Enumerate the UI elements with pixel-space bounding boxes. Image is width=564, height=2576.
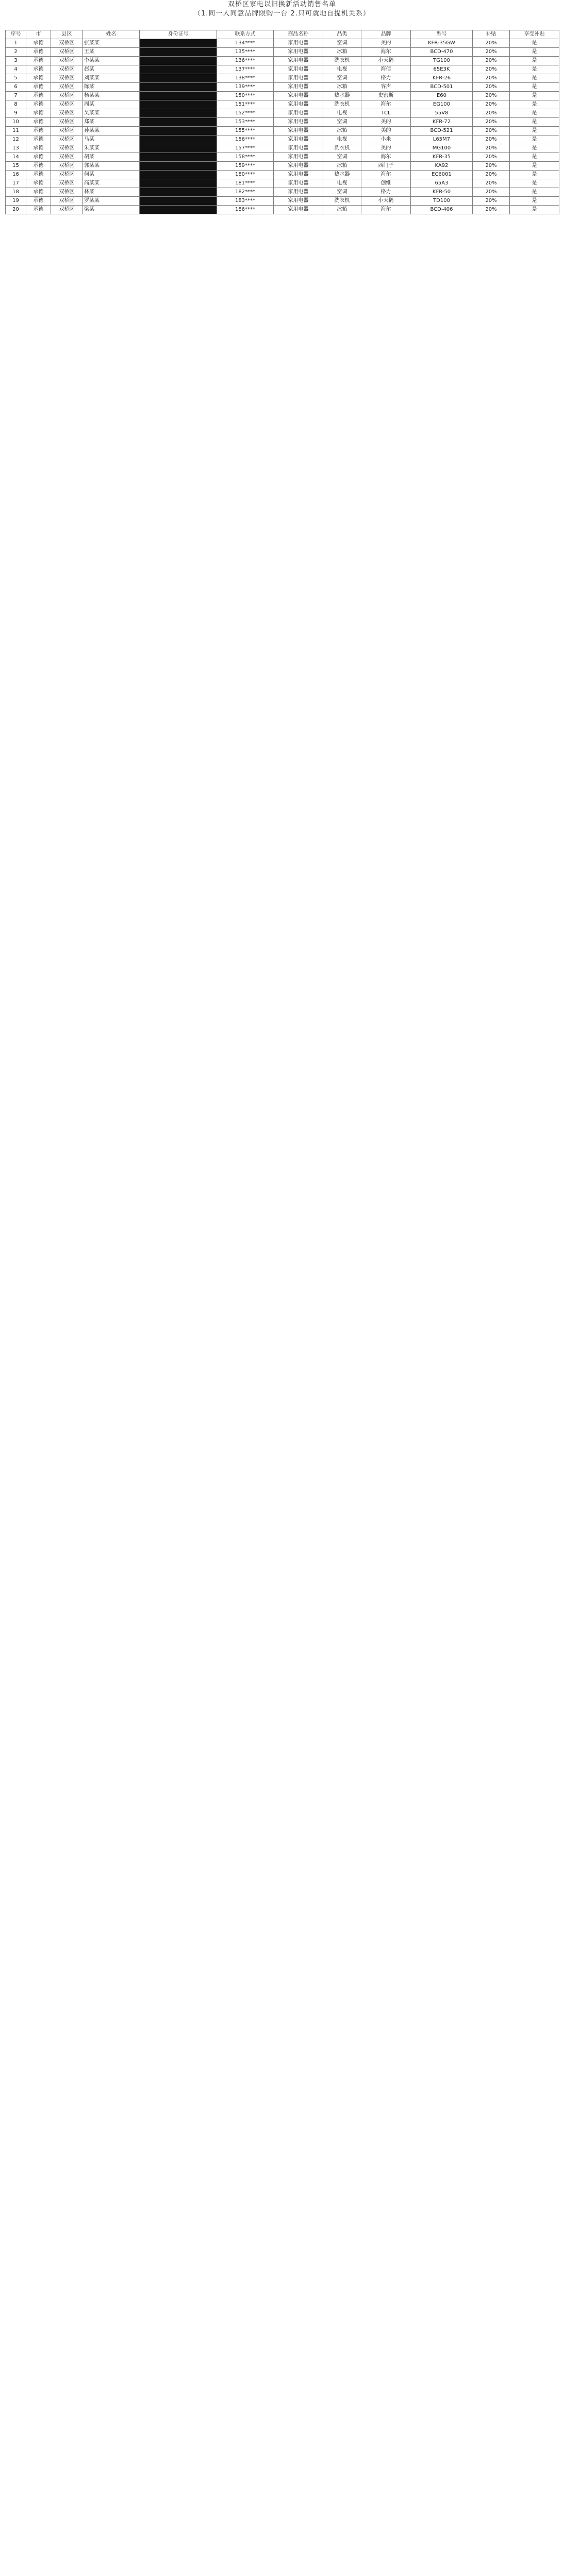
cell-name[interactable]: 李某某 <box>83 57 140 65</box>
cell-model[interactable]: EC6001 <box>411 171 473 179</box>
cell-subsidy[interactable]: 20% <box>473 65 510 74</box>
cell-model[interactable]: L65M7 <box>411 135 473 144</box>
cell-brand[interactable]: 西门子 <box>361 162 411 171</box>
cell-category[interactable]: 洗衣机 <box>323 197 361 206</box>
cell-subsidy[interactable]: 20% <box>473 162 510 171</box>
cell-subsidy[interactable]: 20% <box>473 83 510 92</box>
cell-product[interactable]: 家用电器 <box>274 197 323 206</box>
cell-category[interactable]: 洗衣机 <box>323 100 361 109</box>
table-row[interactable] <box>6 92 559 100</box>
cell-county[interactable]: 双桥区 <box>51 100 83 109</box>
cell-county[interactable]: 双桥区 <box>51 127 83 135</box>
table-row[interactable] <box>6 74 559 83</box>
cell-product[interactable]: 家用电器 <box>274 48 323 57</box>
cell-brand[interactable]: 海尔 <box>361 206 411 214</box>
cell-name[interactable]: 刘某某 <box>83 74 140 83</box>
cell-name[interactable]: 陈某 <box>83 83 140 92</box>
cell-phone[interactable]: 136**** <box>217 57 274 65</box>
redacted-id-cell[interactable] <box>140 135 217 144</box>
cell-product[interactable]: 家用电器 <box>274 100 323 109</box>
cell-city[interactable]: 承德 <box>26 65 51 74</box>
cell-name[interactable]: 赵某 <box>83 65 140 74</box>
table-row[interactable] <box>6 100 559 109</box>
cell-no[interactable]: 9 <box>6 109 26 118</box>
cell-name[interactable]: 王某 <box>83 48 140 57</box>
table-row[interactable] <box>6 188 559 197</box>
cell-city[interactable]: 承德 <box>26 206 51 214</box>
cell-product[interactable]: 家用电器 <box>274 74 323 83</box>
cell-name[interactable]: 梁某 <box>83 206 140 214</box>
cell-city[interactable]: 承德 <box>26 171 51 179</box>
cell-name[interactable]: 马某 <box>83 135 140 144</box>
cell-status[interactable]: 是 <box>510 127 559 135</box>
cell-product[interactable]: 家用电器 <box>274 127 323 135</box>
cell-city[interactable]: 承德 <box>26 162 51 171</box>
cell-model[interactable]: 55V8 <box>411 109 473 118</box>
cell-city[interactable]: 承德 <box>26 197 51 206</box>
table-row[interactable] <box>6 135 559 144</box>
cell-status[interactable]: 是 <box>510 65 559 74</box>
cell-status[interactable]: 是 <box>510 109 559 118</box>
cell-status[interactable]: 是 <box>510 118 559 127</box>
cell-phone[interactable]: 182**** <box>217 188 274 197</box>
cell-brand[interactable]: 海尔 <box>361 171 411 179</box>
table-row[interactable] <box>6 206 559 214</box>
redacted-id-cell[interactable] <box>140 83 217 92</box>
cell-no[interactable]: 14 <box>6 153 26 162</box>
cell-brand[interactable]: 美的 <box>361 144 411 153</box>
cell-name[interactable]: 林某 <box>83 188 140 197</box>
cell-status[interactable]: 是 <box>510 206 559 214</box>
redacted-id-cell[interactable] <box>140 109 217 118</box>
cell-category[interactable]: 电视 <box>323 109 361 118</box>
redacted-id-cell[interactable] <box>140 188 217 197</box>
cell-model[interactable]: KFR-72 <box>411 118 473 127</box>
cell-model[interactable]: KFR-35 <box>411 153 473 162</box>
cell-no[interactable]: 7 <box>6 92 26 100</box>
cell-county[interactable]: 双桥区 <box>51 83 83 92</box>
cell-category[interactable]: 冰箱 <box>323 206 361 214</box>
cell-subsidy[interactable]: 20% <box>473 179 510 188</box>
cell-phone[interactable]: 181**** <box>217 179 274 188</box>
cell-brand[interactable]: 格力 <box>361 74 411 83</box>
cell-category[interactable]: 电视 <box>323 179 361 188</box>
cell-status[interactable]: 是 <box>510 83 559 92</box>
cell-name[interactable]: 胡某 <box>83 153 140 162</box>
cell-no[interactable]: 11 <box>6 127 26 135</box>
cell-subsidy[interactable]: 20% <box>473 206 510 214</box>
cell-county[interactable]: 双桥区 <box>51 153 83 162</box>
cell-category[interactable]: 冰箱 <box>323 127 361 135</box>
cell-county[interactable]: 双桥区 <box>51 197 83 206</box>
redacted-id-cell[interactable] <box>140 118 217 127</box>
cell-product[interactable]: 家用电器 <box>274 92 323 100</box>
redacted-id-cell[interactable] <box>140 153 217 162</box>
redacted-id-cell[interactable] <box>140 171 217 179</box>
table-row[interactable] <box>6 39 559 48</box>
cell-product[interactable]: 家用电器 <box>274 39 323 48</box>
cell-no[interactable]: 6 <box>6 83 26 92</box>
cell-no[interactable]: 17 <box>6 179 26 188</box>
cell-no[interactable]: 1 <box>6 39 26 48</box>
cell-status[interactable]: 是 <box>510 48 559 57</box>
cell-model[interactable]: 65E3K <box>411 65 473 74</box>
cell-county[interactable]: 双桥区 <box>51 162 83 171</box>
table-row[interactable] <box>6 118 559 127</box>
cell-status[interactable]: 是 <box>510 171 559 179</box>
cell-phone[interactable]: 180**** <box>217 171 274 179</box>
cell-brand[interactable]: TCL <box>361 109 411 118</box>
cell-phone[interactable]: 150**** <box>217 92 274 100</box>
column-header[interactable]: 商品名称 <box>274 30 323 39</box>
cell-status[interactable]: 是 <box>510 74 559 83</box>
redacted-id-cell[interactable] <box>140 92 217 100</box>
cell-no[interactable]: 2 <box>6 48 26 57</box>
cell-status[interactable]: 是 <box>510 197 559 206</box>
redacted-id-cell[interactable] <box>140 197 217 206</box>
column-header[interactable]: 身份证号 <box>140 30 217 39</box>
table-row[interactable] <box>6 153 559 162</box>
cell-category[interactable]: 空调 <box>323 39 361 48</box>
cell-phone[interactable]: 155**** <box>217 127 274 135</box>
cell-no[interactable]: 8 <box>6 100 26 109</box>
cell-model[interactable]: KFR-35GW <box>411 39 473 48</box>
cell-category[interactable]: 冰箱 <box>323 48 361 57</box>
column-header[interactable]: 市 <box>26 30 51 39</box>
cell-model[interactable]: KFR-26 <box>411 74 473 83</box>
cell-subsidy[interactable]: 20% <box>473 48 510 57</box>
table-row[interactable] <box>6 197 559 206</box>
cell-product[interactable]: 家用电器 <box>274 153 323 162</box>
cell-county[interactable]: 双桥区 <box>51 188 83 197</box>
redacted-id-cell[interactable] <box>140 39 217 48</box>
cell-county[interactable]: 双桥区 <box>51 48 83 57</box>
column-header[interactable]: 享受补贴 <box>510 30 559 39</box>
cell-city[interactable]: 承德 <box>26 57 51 65</box>
cell-status[interactable]: 是 <box>510 179 559 188</box>
redacted-id-cell[interactable] <box>140 57 217 65</box>
cell-model[interactable]: BCD-406 <box>411 206 473 214</box>
cell-county[interactable]: 双桥区 <box>51 118 83 127</box>
cell-phone[interactable]: 156**** <box>217 135 274 144</box>
cell-name[interactable]: 何某 <box>83 171 140 179</box>
cell-subsidy[interactable]: 20% <box>473 127 510 135</box>
cell-county[interactable]: 双桥区 <box>51 144 83 153</box>
cell-no[interactable]: 10 <box>6 118 26 127</box>
cell-status[interactable]: 是 <box>510 92 559 100</box>
cell-phone[interactable]: 135**** <box>217 48 274 57</box>
cell-subsidy[interactable]: 20% <box>473 135 510 144</box>
cell-status[interactable]: 是 <box>510 39 559 48</box>
cell-brand[interactable]: 海尔 <box>361 100 411 109</box>
redacted-id-cell[interactable] <box>140 127 217 135</box>
cell-name[interactable]: 郑某 <box>83 118 140 127</box>
table-row[interactable] <box>6 65 559 74</box>
cell-city[interactable]: 承德 <box>26 48 51 57</box>
cell-model[interactable]: EG100 <box>411 100 473 109</box>
title-line-2: （1.同一人同意品牌限购一台 2.只可就地自提机关系） <box>194 10 370 18</box>
table-row[interactable] <box>6 83 559 92</box>
cell-city[interactable]: 承德 <box>26 127 51 135</box>
cell-category[interactable]: 热水器 <box>323 171 361 179</box>
cell-product[interactable]: 家用电器 <box>274 171 323 179</box>
table-row[interactable] <box>6 127 559 135</box>
column-header[interactable]: 联系方式 <box>217 30 274 39</box>
cell-subsidy[interactable]: 20% <box>473 100 510 109</box>
redacted-id-cell[interactable] <box>140 162 217 171</box>
cell-subsidy[interactable]: 20% <box>473 188 510 197</box>
cell-brand[interactable]: 容声 <box>361 83 411 92</box>
cell-product[interactable]: 家用电器 <box>274 162 323 171</box>
cell-phone[interactable]: 151**** <box>217 100 274 109</box>
column-header[interactable]: 补贴 <box>473 30 510 39</box>
cell-phone[interactable]: 159**** <box>217 162 274 171</box>
cell-name[interactable]: 罗某某 <box>83 197 140 206</box>
cell-phone[interactable]: 158**** <box>217 153 274 162</box>
redacted-id-cell[interactable] <box>140 74 217 83</box>
cell-category[interactable]: 空调 <box>323 153 361 162</box>
cell-subsidy[interactable]: 20% <box>473 171 510 179</box>
column-header[interactable]: 姓名 <box>83 30 140 39</box>
cell-subsidy[interactable]: 20% <box>473 197 510 206</box>
cell-county[interactable]: 双桥区 <box>51 92 83 100</box>
cell-model[interactable]: BCD-470 <box>411 48 473 57</box>
sheet-title <box>0 0 564 31</box>
cell-brand[interactable]: 小天鹅 <box>361 197 411 206</box>
cell-city[interactable]: 承德 <box>26 188 51 197</box>
cell-brand[interactable]: 格力 <box>361 188 411 197</box>
cell-category[interactable]: 热水器 <box>323 92 361 100</box>
cell-category[interactable]: 电视 <box>323 65 361 74</box>
cell-no[interactable]: 18 <box>6 188 26 197</box>
cell-category[interactable]: 洗衣机 <box>323 144 361 153</box>
cell-phone[interactable]: 138**** <box>217 74 274 83</box>
cell-status[interactable]: 是 <box>510 144 559 153</box>
redacted-id-cell[interactable] <box>140 65 217 74</box>
cell-no[interactable]: 12 <box>6 135 26 144</box>
cell-name[interactable]: 朱某某 <box>83 144 140 153</box>
column-header[interactable]: 县区 <box>51 30 83 39</box>
cell-no[interactable]: 13 <box>6 144 26 153</box>
cell-model[interactable]: BCD-521 <box>411 127 473 135</box>
cell-model[interactable]: TD100 <box>411 197 473 206</box>
column-header[interactable]: 序号 <box>6 30 26 39</box>
table-row[interactable] <box>6 48 559 57</box>
cell-subsidy[interactable]: 20% <box>473 92 510 100</box>
cell-no[interactable]: 5 <box>6 74 26 83</box>
cell-subsidy[interactable]: 20% <box>473 144 510 153</box>
cell-category[interactable]: 空调 <box>323 74 361 83</box>
cell-county[interactable]: 双桥区 <box>51 39 83 48</box>
cell-model[interactable]: KFR-50 <box>411 188 473 197</box>
cell-product[interactable]: 家用电器 <box>274 83 323 92</box>
cell-subsidy[interactable]: 20% <box>473 118 510 127</box>
cell-brand[interactable]: 小米 <box>361 135 411 144</box>
cell-brand[interactable]: 美的 <box>361 118 411 127</box>
cell-name[interactable]: 杨某某 <box>83 92 140 100</box>
cell-status[interactable]: 是 <box>510 188 559 197</box>
cell-brand[interactable]: 海尔 <box>361 153 411 162</box>
cell-county[interactable]: 双桥区 <box>51 65 83 74</box>
cell-category[interactable]: 冰箱 <box>323 83 361 92</box>
column-header[interactable]: 品类 <box>323 30 361 39</box>
cell-county[interactable]: 双桥区 <box>51 74 83 83</box>
cell-city[interactable]: 承德 <box>26 144 51 153</box>
redacted-id-cell[interactable] <box>140 144 217 153</box>
cell-model[interactable]: E60 <box>411 92 473 100</box>
cell-no[interactable]: 15 <box>6 162 26 171</box>
cell-phone[interactable]: 183**** <box>217 197 274 206</box>
cell-name[interactable]: 周某 <box>83 100 140 109</box>
title-line-1: 双桥区家电以旧换新活动销售名单 <box>227 1 336 8</box>
cell-phone[interactable]: 152**** <box>217 109 274 118</box>
cell-phone[interactable]: 134**** <box>217 39 274 48</box>
cell-model[interactable]: TG100 <box>411 57 473 65</box>
cell-city[interactable]: 承德 <box>26 83 51 92</box>
cell-county[interactable]: 双桥区 <box>51 171 83 179</box>
cell-brand[interactable]: 史密斯 <box>361 92 411 100</box>
cell-category[interactable]: 电视 <box>323 135 361 144</box>
cell-product[interactable]: 家用电器 <box>274 144 323 153</box>
table-row[interactable] <box>6 57 559 65</box>
column-header[interactable]: 品牌 <box>361 30 411 39</box>
cell-city[interactable]: 承德 <box>26 92 51 100</box>
cell-subsidy[interactable]: 20% <box>473 57 510 65</box>
cell-county[interactable]: 双桥区 <box>51 57 83 65</box>
cell-name[interactable]: 高某某 <box>83 179 140 188</box>
data-table <box>5 30 559 214</box>
cell-model[interactable]: KA92 <box>411 162 473 171</box>
cell-county[interactable]: 双桥区 <box>51 206 83 214</box>
cell-status[interactable]: 是 <box>510 153 559 162</box>
redacted-id-cell[interactable] <box>140 206 217 214</box>
cell-brand[interactable]: 美的 <box>361 39 411 48</box>
cell-name[interactable]: 孙某某 <box>83 127 140 135</box>
cell-county[interactable]: 双桥区 <box>51 109 83 118</box>
cell-category[interactable]: 洗衣机 <box>323 57 361 65</box>
cell-product[interactable]: 家用电器 <box>274 65 323 74</box>
cell-product[interactable]: 家用电器 <box>274 206 323 214</box>
cell-subsidy[interactable]: 20% <box>473 39 510 48</box>
cell-brand[interactable]: 小天鹅 <box>361 57 411 65</box>
cell-no[interactable]: 19 <box>6 197 26 206</box>
cell-city[interactable]: 承德 <box>26 179 51 188</box>
table-row[interactable] <box>6 179 559 188</box>
cell-county[interactable]: 双桥区 <box>51 135 83 144</box>
cell-no[interactable]: 16 <box>6 171 26 179</box>
cell-brand[interactable]: 美的 <box>361 127 411 135</box>
cell-county[interactable]: 双桥区 <box>51 179 83 188</box>
cell-phone[interactable]: 153**** <box>217 118 274 127</box>
cell-phone[interactable]: 137**** <box>217 65 274 74</box>
cell-phone[interactable]: 157**** <box>217 144 274 153</box>
table-row[interactable] <box>6 171 559 179</box>
cell-product[interactable]: 家用电器 <box>274 118 323 127</box>
cell-phone[interactable]: 186**** <box>217 206 274 214</box>
table-row[interactable] <box>6 144 559 153</box>
cell-city[interactable]: 承德 <box>26 109 51 118</box>
redacted-id-cell[interactable] <box>140 179 217 188</box>
cell-category[interactable]: 空调 <box>323 188 361 197</box>
cell-no[interactable]: 20 <box>6 206 26 214</box>
cell-model[interactable]: MG100 <box>411 144 473 153</box>
cell-product[interactable]: 家用电器 <box>274 57 323 65</box>
cell-category[interactable]: 冰箱 <box>323 162 361 171</box>
table-header-row <box>6 30 559 39</box>
redacted-id-cell[interactable] <box>140 48 217 57</box>
cell-category[interactable]: 空调 <box>323 118 361 127</box>
cell-product[interactable]: 家用电器 <box>274 135 323 144</box>
cell-product[interactable]: 家用电器 <box>274 188 323 197</box>
cell-city[interactable]: 承德 <box>26 135 51 144</box>
cell-brand[interactable]: 海信 <box>361 65 411 74</box>
cell-no[interactable]: 4 <box>6 65 26 74</box>
cell-subsidy[interactable]: 20% <box>473 109 510 118</box>
cell-status[interactable]: 是 <box>510 57 559 65</box>
table-row[interactable] <box>6 162 559 171</box>
cell-product[interactable]: 家用电器 <box>274 179 323 188</box>
table-row[interactable] <box>6 109 559 118</box>
cell-city[interactable]: 承德 <box>26 100 51 109</box>
redacted-id-cell[interactable] <box>140 100 217 109</box>
cell-status[interactable]: 是 <box>510 135 559 144</box>
cell-name[interactable]: 吴某某 <box>83 109 140 118</box>
cell-city[interactable]: 承德 <box>26 39 51 48</box>
cell-subsidy[interactable]: 20% <box>473 74 510 83</box>
cell-city[interactable]: 承德 <box>26 118 51 127</box>
cell-phone[interactable]: 139**** <box>217 83 274 92</box>
cell-model[interactable]: 65A3 <box>411 179 473 188</box>
cell-city[interactable]: 承德 <box>26 74 51 83</box>
cell-status[interactable]: 是 <box>510 100 559 109</box>
cell-status[interactable]: 是 <box>510 162 559 171</box>
column-header[interactable]: 型号 <box>411 30 473 39</box>
cell-product[interactable]: 家用电器 <box>274 109 323 118</box>
cell-name[interactable]: 郭某某 <box>83 162 140 171</box>
cell-name[interactable]: 张某某 <box>83 39 140 48</box>
cell-no[interactable]: 3 <box>6 57 26 65</box>
cell-brand[interactable]: 海尔 <box>361 48 411 57</box>
cell-subsidy[interactable]: 20% <box>473 153 510 162</box>
cell-brand[interactable]: 创维 <box>361 179 411 188</box>
cell-city[interactable]: 承德 <box>26 153 51 162</box>
cell-model[interactable]: BCD-501 <box>411 83 473 92</box>
